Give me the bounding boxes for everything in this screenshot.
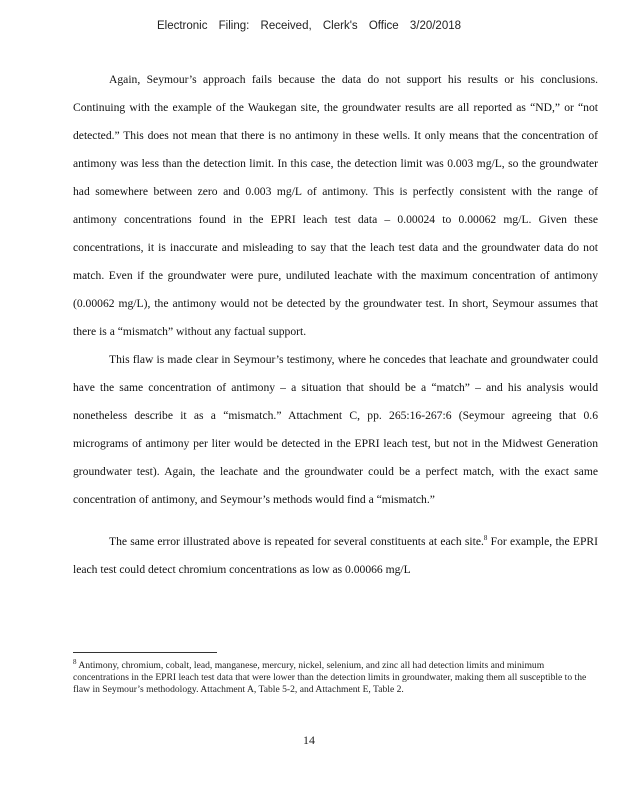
paragraph-3-end: For example, the EPRI leach test could detect chromium concentrations as low as 0.00066 mg/L — [73, 535, 598, 576]
page-number: 14 — [303, 733, 315, 747]
footnote-marker: 8 — [73, 657, 77, 666]
paragraph-1: Again, Seymour’s approach fails because the data do not support his results or his conclusions. Continuing with the example of the Waukegan site, the groundwater results are all reported as “ND,” or “not detected.” This does not mean that there is no antimony in these wells. It only means that the concentration of antimony was less than the detection limit. In this case, the detection limit was 0.003 mg/L, so the groundwater had somewhere between zero and 0.003 mg/L of antimony. This is perfectly consistent with the range of antimony concentrations found in the EPRI leach test data – 0.00024 to 0.00062 mg/L. Given these concentrations, it is inaccurate and misleading to say that the leach test data and the groundwater data do not match. Even if the groundwater were pure, undiluted leachate with the maximum concentration of antimony (0.00062 mg/L), the antimony would not be detected by the groundwater test. In short, Seymour assumes that there is a “mismatch” without any factual support. — [73, 73, 598, 338]
footnote-divider — [73, 652, 217, 653]
paragraph-3-start: The same error illustrated above is repeated for several constituents at each site. — [109, 535, 484, 548]
footnote-text: Antimony, chromium, cobalt, lead, manganese, mercury, nickel, selenium, and zinc all had detection limits and minimum concentrations in the EPRI leach test data that were lower than the detection limits in groundwater, making them all susceptible to the flaw in Seymour’s methodology. Attachment A, Table 5-2, and Attachment E, Table 2. — [73, 660, 587, 695]
paragraph-3 — [73, 528, 598, 584]
electronic-filing-header: Electronic Filing: Received, Clerk's Office 3/20/2018 — [156, 20, 462, 32]
paragraph-2: This flaw is made clear in Seymour’s testimony, where he concedes that leachate and groundwater could have the same concentration of antimony – a situation that should be a “match” – and his analysis would nonetheless describe it as a “mismatch.” Attachment C, pp. 265:16-267:6 (Seymour agreeing that 0.6 micrograms of antimony per liter would be detected in the EPRI leach test, but not in the Midwest Generation groundwater test). Again, the leachate and the groundwater could be a perfect match, with the exact same concentration of antimony, and Seymour’s methods would find a “mismatch.” — [73, 353, 598, 506]
body-text — [73, 66, 598, 584]
footnote-reference-8[interactable]: 8 — [483, 534, 488, 543]
footnote-8 — [73, 657, 598, 696]
